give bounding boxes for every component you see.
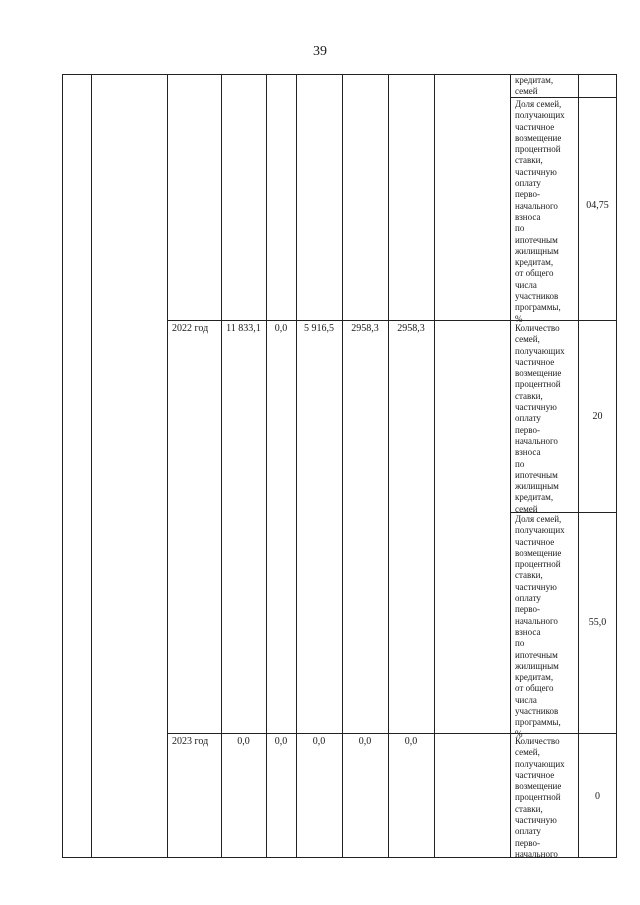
indicator-value: 55,0 (588, 617, 607, 628)
table-border-right (616, 74, 617, 857)
column-divider (578, 74, 579, 857)
value-cell: 0,0 (312, 736, 326, 747)
value-cell: 5 916,5 (304, 323, 334, 334)
column-divider (91, 74, 92, 857)
indicator-text: Доля семей, получающих частичное возмещение процентной ставки, частичную оплату перво- начального взноса по ипотечным жилищным кредитам, от общего числа участников программы, % (515, 514, 565, 739)
column-divider (510, 74, 511, 857)
indicator-text: кредитам, семей (515, 75, 554, 97)
column-divider (434, 74, 435, 857)
indicator-value: 04,75 (586, 200, 609, 211)
year-cell: 2023 год (172, 736, 209, 747)
column-divider (167, 74, 168, 857)
value-cell: 0,0 (274, 323, 288, 334)
value-cell: 0,0 (237, 736, 250, 747)
indicator-value: 0 (595, 791, 600, 802)
indicator-text: Количество семей, получающих частичное возмещение процентной ставки, частичную оплату перво- начального (515, 736, 565, 859)
value-cell: 2958,3 (397, 323, 425, 334)
value-cell: 11 833,1 (226, 323, 261, 334)
page-number: 39 (313, 44, 327, 59)
value-cell: 2958,3 (351, 323, 379, 334)
value-cell: 0,0 (404, 736, 418, 747)
indicator-text: Количество семей, получающих частичное возмещение процентной ставки, частичную оплату перво- начального взноса по ипотечным жилищным кредитам, семей (515, 323, 565, 514)
table-border-left (62, 74, 63, 857)
value-cell: 0,0 (358, 736, 372, 747)
indicator-value: 20 (592, 411, 603, 422)
year-cell: 2022 год (172, 323, 209, 334)
indicator-text: Доля семей, получающих частичное возмещение процентной ставки, частичную оплату перво- начального взноса по ипотечным жилищным кредитам, от общего числа участников программы, % (515, 99, 565, 324)
value-cell: 0,0 (274, 736, 288, 747)
